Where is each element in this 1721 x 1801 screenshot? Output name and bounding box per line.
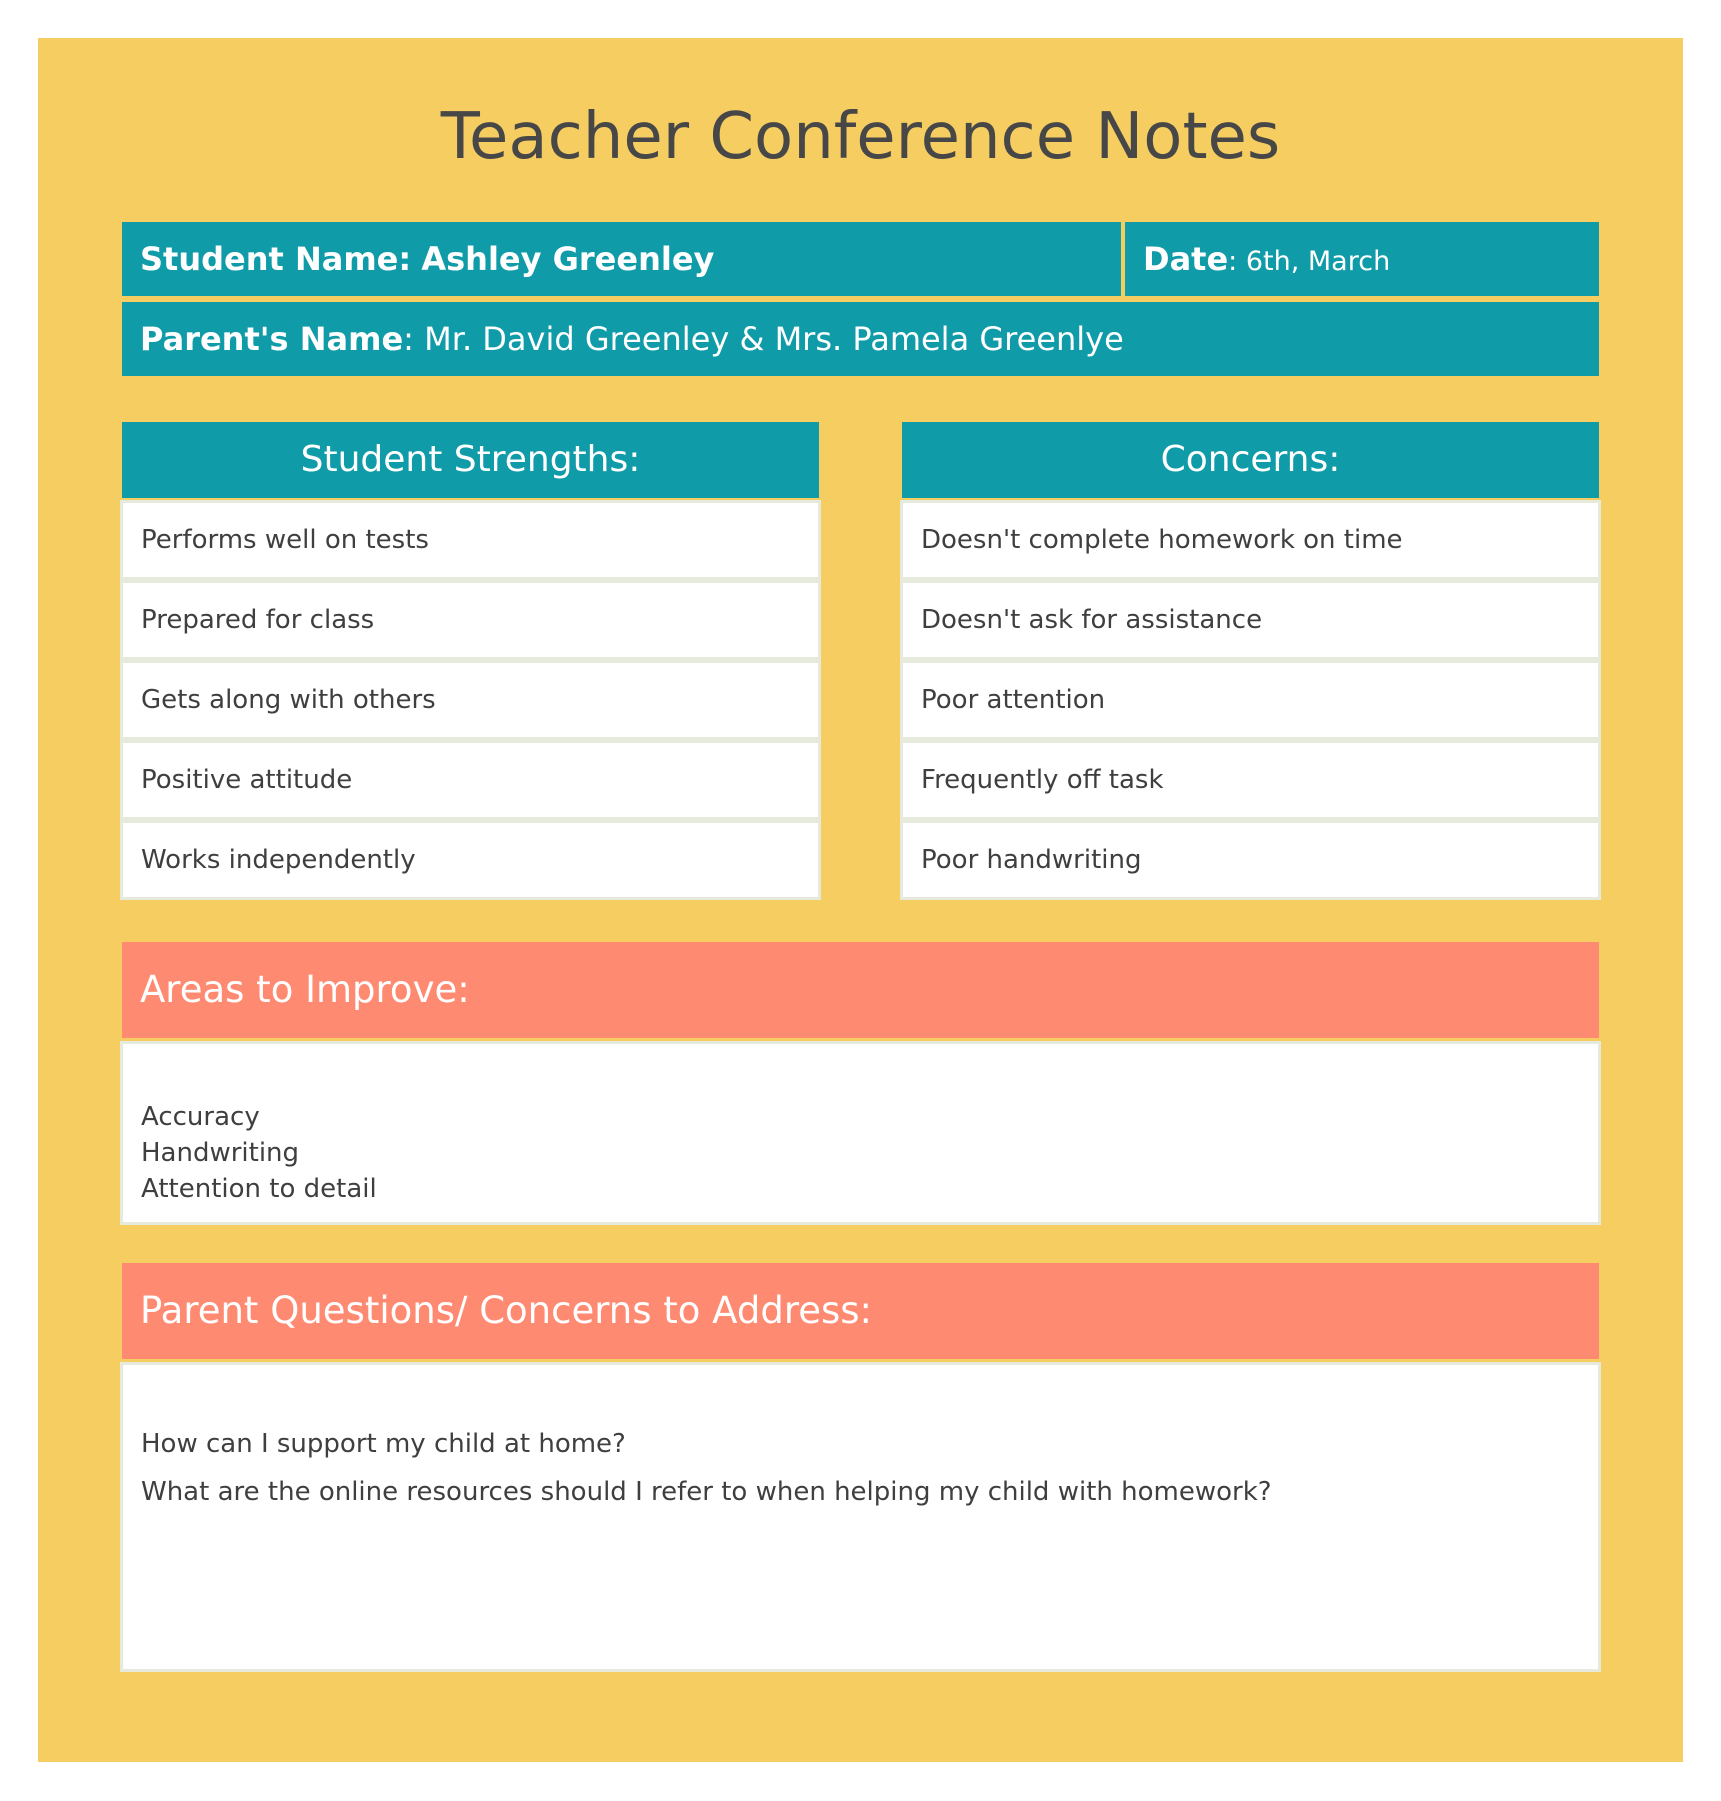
- parent-name-field: [122, 302, 1599, 376]
- concern-item: Poor handwriting: [900, 820, 1601, 900]
- strength-item: Prepared for class: [120, 580, 821, 660]
- student-name-field: [122, 222, 1121, 296]
- areas-to-improve-box: [120, 1041, 1601, 1225]
- date-field: [1125, 222, 1599, 296]
- area-item: Handwriting: [141, 1138, 300, 1168]
- strength-item: Gets along with others: [120, 660, 821, 740]
- conference-notes-sheet: [38, 38, 1683, 1762]
- strength-item: Works independently: [120, 820, 821, 900]
- student-name-value: Ashley Greenley: [421, 240, 715, 278]
- concern-item: Frequently off task: [900, 740, 1601, 820]
- question-item: How can I support my child at home?: [141, 1429, 626, 1459]
- concern-item: Doesn't ask for assistance: [900, 580, 1601, 660]
- page-title: Teacher Conference Notes: [440, 100, 1281, 174]
- areas-to-improve-heading: Areas to Improve:: [122, 942, 1599, 1038]
- concern-item: Doesn't complete homework on time: [900, 500, 1601, 580]
- strength-item: Performs well on tests: [120, 500, 821, 580]
- concerns-heading: Concerns:: [902, 422, 1599, 498]
- question-item: What are the online resources should I refer to when helping my child with homework?: [141, 1477, 1272, 1507]
- parent-name-label: Parent's Name: [140, 320, 404, 358]
- area-item: Attention to detail: [141, 1174, 377, 1204]
- concern-item: Poor attention: [900, 660, 1601, 740]
- parent-questions-heading: Parent Questions/ Concerns to Address:: [122, 1263, 1599, 1359]
- strength-item: Positive attitude: [120, 740, 821, 820]
- student-name-label: Student Name:: [140, 240, 412, 278]
- parent-name-value: : Mr. David Greenley & Mrs. Pamela Greenlye: [403, 320, 1124, 358]
- parent-questions-box: [120, 1362, 1601, 1672]
- date-value: : 6th, March: [1228, 246, 1391, 277]
- date-label: Date: [1143, 240, 1229, 278]
- strengths-heading: Student Strengths:: [122, 422, 819, 498]
- area-item: Accuracy: [141, 1102, 260, 1132]
